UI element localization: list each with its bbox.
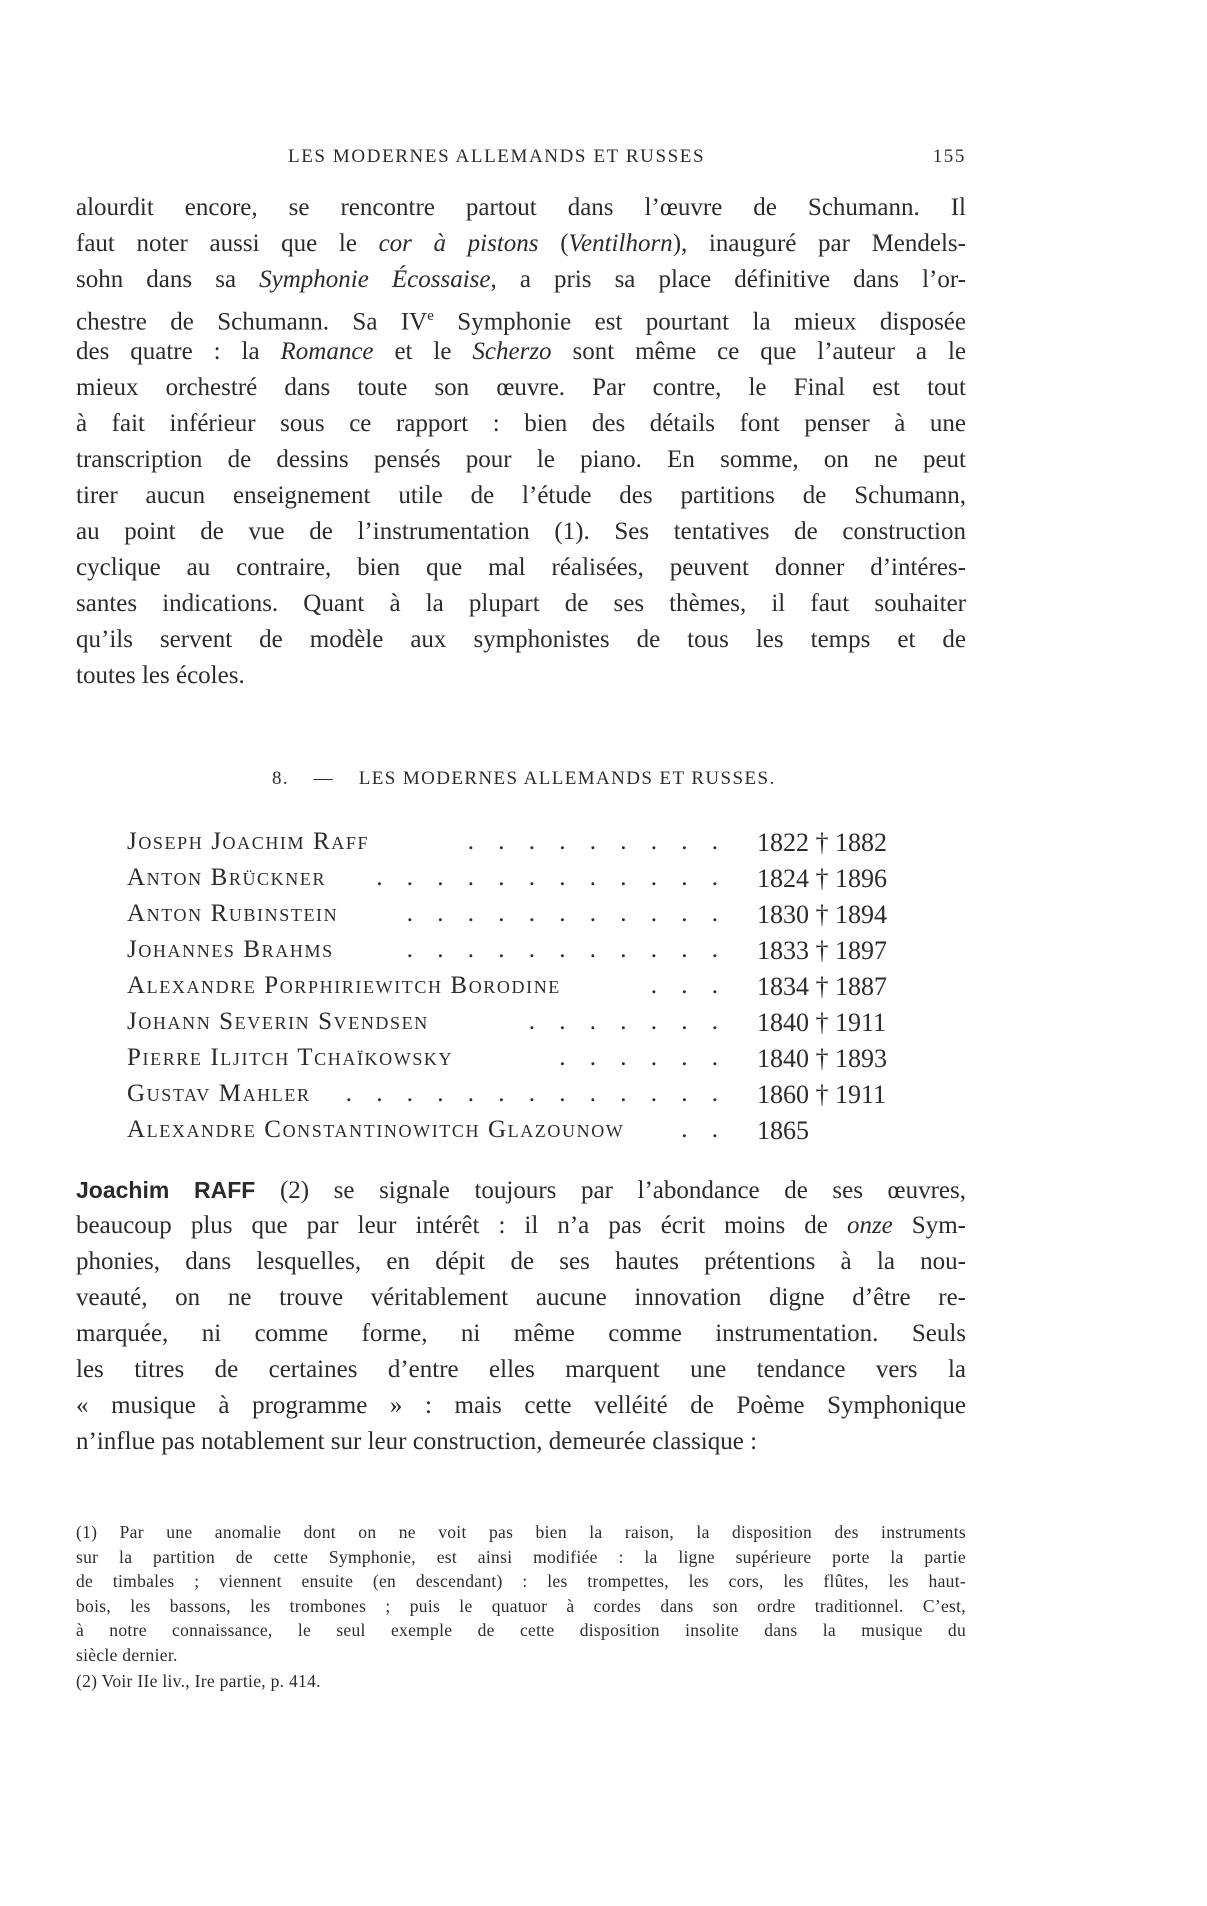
text-segment: sont même ce que l’auteur a le [551,338,966,365]
text-line [76,478,966,514]
text-segment: et le [373,338,473,365]
footnote-line: siècle dernier. [76,1644,178,1665]
text-segment: Sym- [892,1212,966,1239]
text-segment: alourdit encore, se rencontre partout dans l’œuvre de Schumann. Il [76,194,966,221]
footnote-line: (1) Par une anomalie dont on ne voit pas bien la raison, la disposition des instruments [76,1522,966,1542]
text-segment: toutes les écoles. [76,662,245,689]
composer-row [127,936,917,972]
text-line [76,658,966,694]
text-segment: ), inauguré par Mendels- [672,230,966,257]
text-segment: des quatre : la [76,338,281,365]
section-heading [272,768,776,790]
composer-years: 1830 † 1894 [757,900,887,929]
leader-dots: . . . . . . [559,1044,727,1071]
footnote-line: bois, les bassons, les trombones ; puis le quatuor à cordes dans son ordre traditionnel. C’est, [76,1595,966,1616]
leader-dots: . . . . . . . . . [467,828,727,855]
text-line [76,226,966,262]
composer-years: 1834 † 1887 [757,972,887,1001]
leader-dots: . . [681,1116,727,1143]
leader-dots: . . . . . . . . . . . . [376,864,727,891]
text-segment: santes indications. Quant à la plupart de ses thèmes, il faut souhaiter [76,590,966,617]
composer-row [127,828,917,864]
footnote-line: de timbales ; viennent ensuite (en descendant) : les trompettes, les cors, les flûtes, les haut- [76,1571,966,1591]
text-segment: phonies, dans lesquelles, en dépit de ses hautes prétentions à la nou- [76,1248,966,1275]
composer-name: Johann Severin Svendsen [127,1008,429,1035]
text-segment: mieux orchestré dans toute son œuvre. Par contre, le Final est tout [76,374,966,401]
running-head-title: LES MODERNES ALLEMANDS ET RUSSES [288,146,706,167]
text-line [76,1388,966,1424]
composer-years: 1833 † 1897 [757,936,887,965]
text-line [76,622,966,658]
text-line [76,1280,966,1316]
composer-name: Pierre Iljitch Tchaïkowsky [127,1044,454,1071]
text-line [76,586,966,622]
leader-dots: . . . . . . . . . . . [406,900,727,927]
composer-row [127,1008,917,1044]
text-line [76,190,966,226]
composer-list [127,828,917,1152]
italic-text: Scherzo [472,338,552,365]
footnote-line: à notre connaissance, le seul exemple de cette disposition insolite dans la musique du [76,1620,966,1640]
text-segment: sohn dans sa [76,266,260,293]
composer-years: 1840 † 1911 [757,1008,887,1037]
text-line [76,1316,966,1352]
body-paragraph-schumann [76,190,966,694]
composer-name: Anton Brückner [127,864,327,891]
text-line [76,1244,966,1280]
italic-text: cor à pistons [378,230,539,257]
text-segment: ( [538,230,569,257]
composer-name: Anton Rubinstein [127,900,339,927]
text-segment: faut noter aussi que le [76,230,379,257]
leader-dots: . . . [650,972,727,999]
composer-name: Alexandre Constantinowitch Glazounow [127,1116,625,1143]
text-line [76,1352,966,1388]
leader-dots: . . . . . . . . . . . . . [345,1080,727,1107]
italic-text: onze [846,1212,893,1239]
text-segment: « musique à programme » : mais cette velléité de Poème Symphonique [76,1392,966,1419]
leader-dots: . . . . . . . [528,1008,727,1035]
text-segment: les titres de certaines d’entre elles marquent une tendance vers la [76,1356,966,1383]
footnote-line: (2) Voir IIe liv., Ire partie, p. 414. [76,1671,321,1691]
composer-row [127,864,917,900]
section-number: 8. [272,768,290,789]
text-line [76,1208,966,1244]
composer-name: Gustav Mahler [127,1080,311,1107]
italic-text: Ventilhorn [568,230,673,257]
leader-dots: . . . . . . . . . . . [406,936,727,963]
composer-row [127,900,917,936]
text-segment: e [427,308,434,324]
text-segment: au point de vue de l’instrumentation (1). Ses tentatives de construction [76,518,966,545]
bold-text: Joachim RAFF [76,1177,256,1203]
footnote-line: sur la partition de cette Symphonie, est ainsi modifiée : la ligne supérieure porte la partie [76,1546,966,1567]
composer-years: 1860 † 1911 [757,1080,887,1109]
section-dash: — [313,768,335,789]
body-paragraph-raff [76,1172,966,1460]
composer-row [127,1080,917,1116]
text-segment: beaucoup plus que par leur intérêt : il n’a pas écrit moins de [76,1212,847,1239]
text-segment: Symphonie est pourtant la mieux disposée [433,308,966,336]
composer-name: Joseph Joachim Raff [127,828,370,855]
text-line [76,370,966,406]
composer-years: 1824 † 1896 [757,864,887,893]
text-line [76,406,966,442]
text-segment: transcription de dessins pensés pour le piano. En somme, on ne peut [76,446,966,473]
section-title: LES MODERNES ALLEMANDS ET RUSSES. [358,768,776,789]
text-segment: (2) se signale toujours par l’abondance de ses œuvres, [255,1177,966,1204]
composer-row [127,972,917,1008]
text-line [76,442,966,478]
composer-row [127,1116,917,1152]
composer-name: Alexandre Porphiriewitch Borodine [127,972,561,999]
text-line [76,1172,966,1208]
italic-text: Symphonie Écossaise [259,266,491,293]
italic-text: Romance [280,338,374,365]
composer-row [127,1044,917,1080]
footnotes [76,1520,966,1694]
text-line [76,1424,966,1460]
text-segment: chestre de Schumann. Sa IV [76,308,428,336]
text-line [76,550,966,586]
composer-years: 1865 [757,1116,809,1145]
text-segment: qu’ils servent de modèle aux symphonistes de tous les temps et de [76,626,966,653]
text-segment: veauté, on ne trouve véritablement aucune innovation digne d’être re- [76,1284,966,1311]
composer-years: 1822 † 1882 [757,828,887,857]
page-number: 155 [932,146,966,167]
composer-years: 1840 † 1893 [757,1044,887,1073]
text-segment: à fait inférieur sous ce rapport : bien des détails font penser à une [76,410,966,437]
text-line [76,334,966,370]
text-segment: tirer aucun enseignement utile de l’étude des partitions de Schumann, [76,482,966,509]
text-line [76,262,966,298]
composer-name: Johannes Brahms [127,936,334,963]
text-line [76,514,966,550]
text-segment: , a pris sa place définitive dans l’or- [490,266,966,293]
text-segment: marquée, ni comme forme, ni même comme instrumentation. Seuls [76,1320,966,1347]
text-segment: cyclique au contraire, bien que mal réalisées, peuvent donner d’intéres- [76,554,966,581]
text-segment: n’influe pas notablement sur leur construction, demeurée classique : [76,1428,758,1455]
text-line [76,298,966,334]
